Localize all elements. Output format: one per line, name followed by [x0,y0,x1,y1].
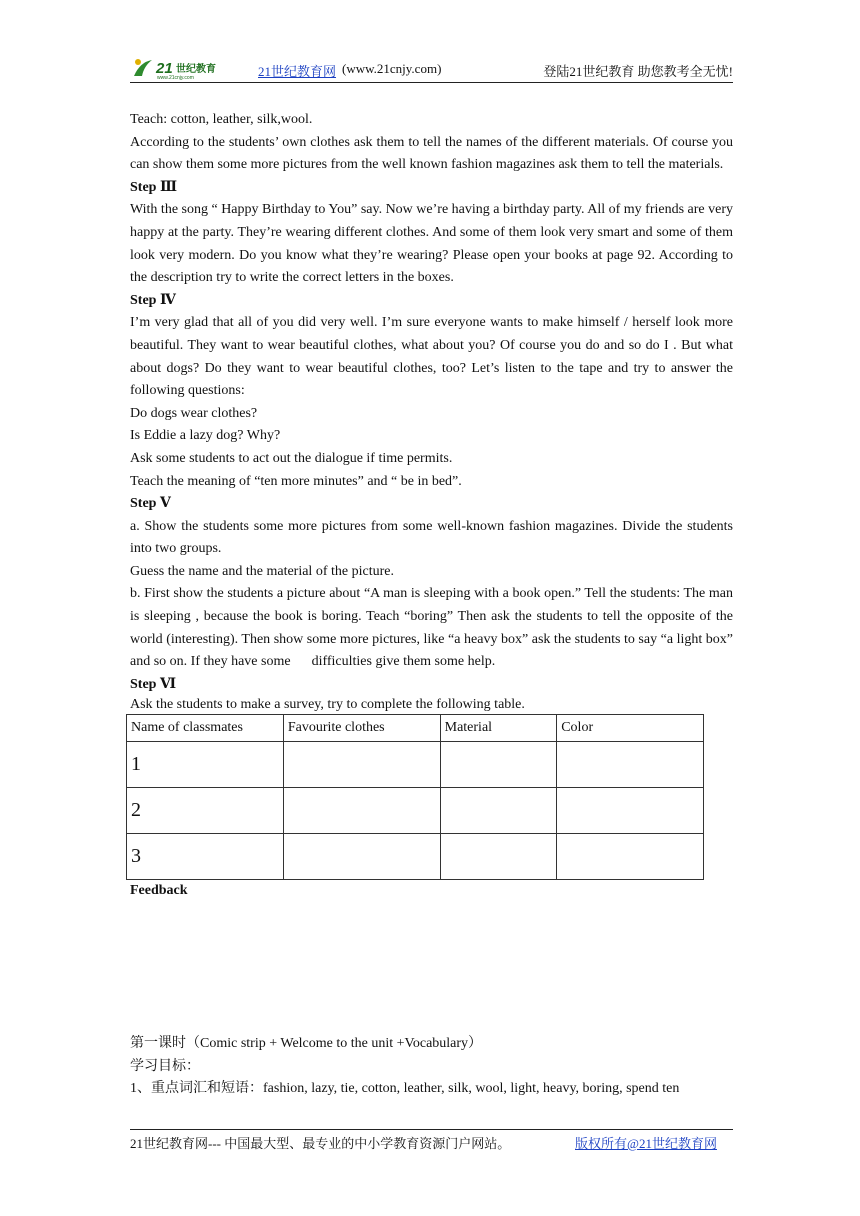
lesson-content [130,109,737,902]
step-5b-paragraph: b. First show the students a picture about “A man is sleeping with a book open.” Tell the students: The man is sleeping , because the book is boring. Teach “boring” Then ask the students to tell the opposite of the world (interesting). Then show some more pictures, like “a heavy box” ask the students to say “a light box” and so on. If they have some difficulties give them some help. [130,586,737,670]
act-out-line: Ask some students to act out the dialogue if time permits. [130,450,453,466]
teach-meaning-line: Teach the meaning of “ten more minutes” and “ be in bed”. [130,473,462,489]
table-cell [440,788,557,834]
table-cell [283,834,440,880]
table-row [127,834,704,880]
row-number: 3 [127,834,284,880]
svg-text:21: 21 [156,60,173,77]
step-3-paragraph: With the song “ Happy Birthday to You” say. Now we’re having a birthday party. All of my friends are very happy at the party. They’re wearing different clothes. And some of them look very smart and some of them look very modern. Do you know what they’re wearing? Please open your books at page 92. According to the description try to write the correct letters in the boxes. [130,202,733,286]
table-cell [283,742,440,788]
survey-intro: Ask the students to make a survey, try to complete the following table. [130,697,525,713]
table-cell [440,834,557,880]
page-header [130,56,733,83]
goal-item-1: 1、重点词汇和短语：fashion, lazy, tie, cotton, leather, silk, wool, light, heavy, boring, spend ten [130,1081,680,1097]
table-cell [557,788,704,834]
table-cell [283,788,440,834]
page-footer [130,1129,733,1151]
header-slogan: 登陆21世纪教育 助您教考全无忧! [543,64,733,79]
step-5-heading: Step Ⅴ [130,496,171,512]
table-header-cell: Name of classmates [127,715,284,742]
table-header-row [127,715,704,742]
teach-line: Teach: cotton, leather, silk,wool. [130,112,313,127]
lesson-title: 第一课时（Comic strip + Welcome to the unit +Vocabulary） [130,1036,483,1051]
table-cell [557,834,704,880]
footer-text: 21世纪教育网--- 中国最大型、最专业的中小学教育资源门户网站。 [130,1136,511,1151]
guess-line: Guess the name and the material of the picture. [130,563,394,579]
lesson-section [130,1033,733,1101]
table-header-cell: Favourite clothes [283,715,440,742]
site-url: (www.21cnjy.com) [342,61,442,76]
materials-paragraph: According to the students’ own clothes ask them to tell the names of the different materials. Of course you can show them some more pictures from the well known fashion magazines ask them to tell the materials. [130,134,733,173]
step-4-heading: Step Ⅳ [130,292,176,308]
step-4-paragraph: I’m very glad that all of you did very well. I’m sure everyone wants to make himself / herself look more beautiful. They want to wear beautiful clothes, what about you? Of course you do and so do I . But what about dogs? Do they want to wear beautiful clothes, too? Let’s listen to the tape and try to answer the following questions: [130,315,733,399]
question-1: Do dogs wear clothes? [130,405,258,421]
step-5a-paragraph: a. Show the students some more pictures from some well-known fashion magazines. Divide the students into two groups. [130,518,733,557]
table-cell [440,742,557,788]
copyright-link[interactable]: 版权所有@21世纪教育网 [575,1136,717,1151]
svg-text:www.21cnjy.com: www.21cnjy.com [157,75,194,80]
table-row [127,788,704,834]
feedback-heading: Feedback [130,883,188,899]
row-number: 1 [127,742,284,788]
step-3-heading: Step Ⅲ [130,179,177,195]
question-2: Is Eddie a lazy dog? Why? [130,428,281,444]
row-number: 2 [127,788,284,834]
svg-text:世纪教育: 世纪教育 [176,64,216,75]
step-6-heading: Step Ⅵ [130,676,177,692]
table-header-cell: Color [557,715,704,742]
survey-table [126,714,704,880]
table-header-cell: Material [440,715,557,742]
learning-goals: 学习目标： [130,1058,200,1074]
table-row [127,742,704,788]
site-link[interactable]: 21世纪教育网 [258,64,337,79]
table-cell [557,742,704,788]
site-logo [130,56,242,80]
